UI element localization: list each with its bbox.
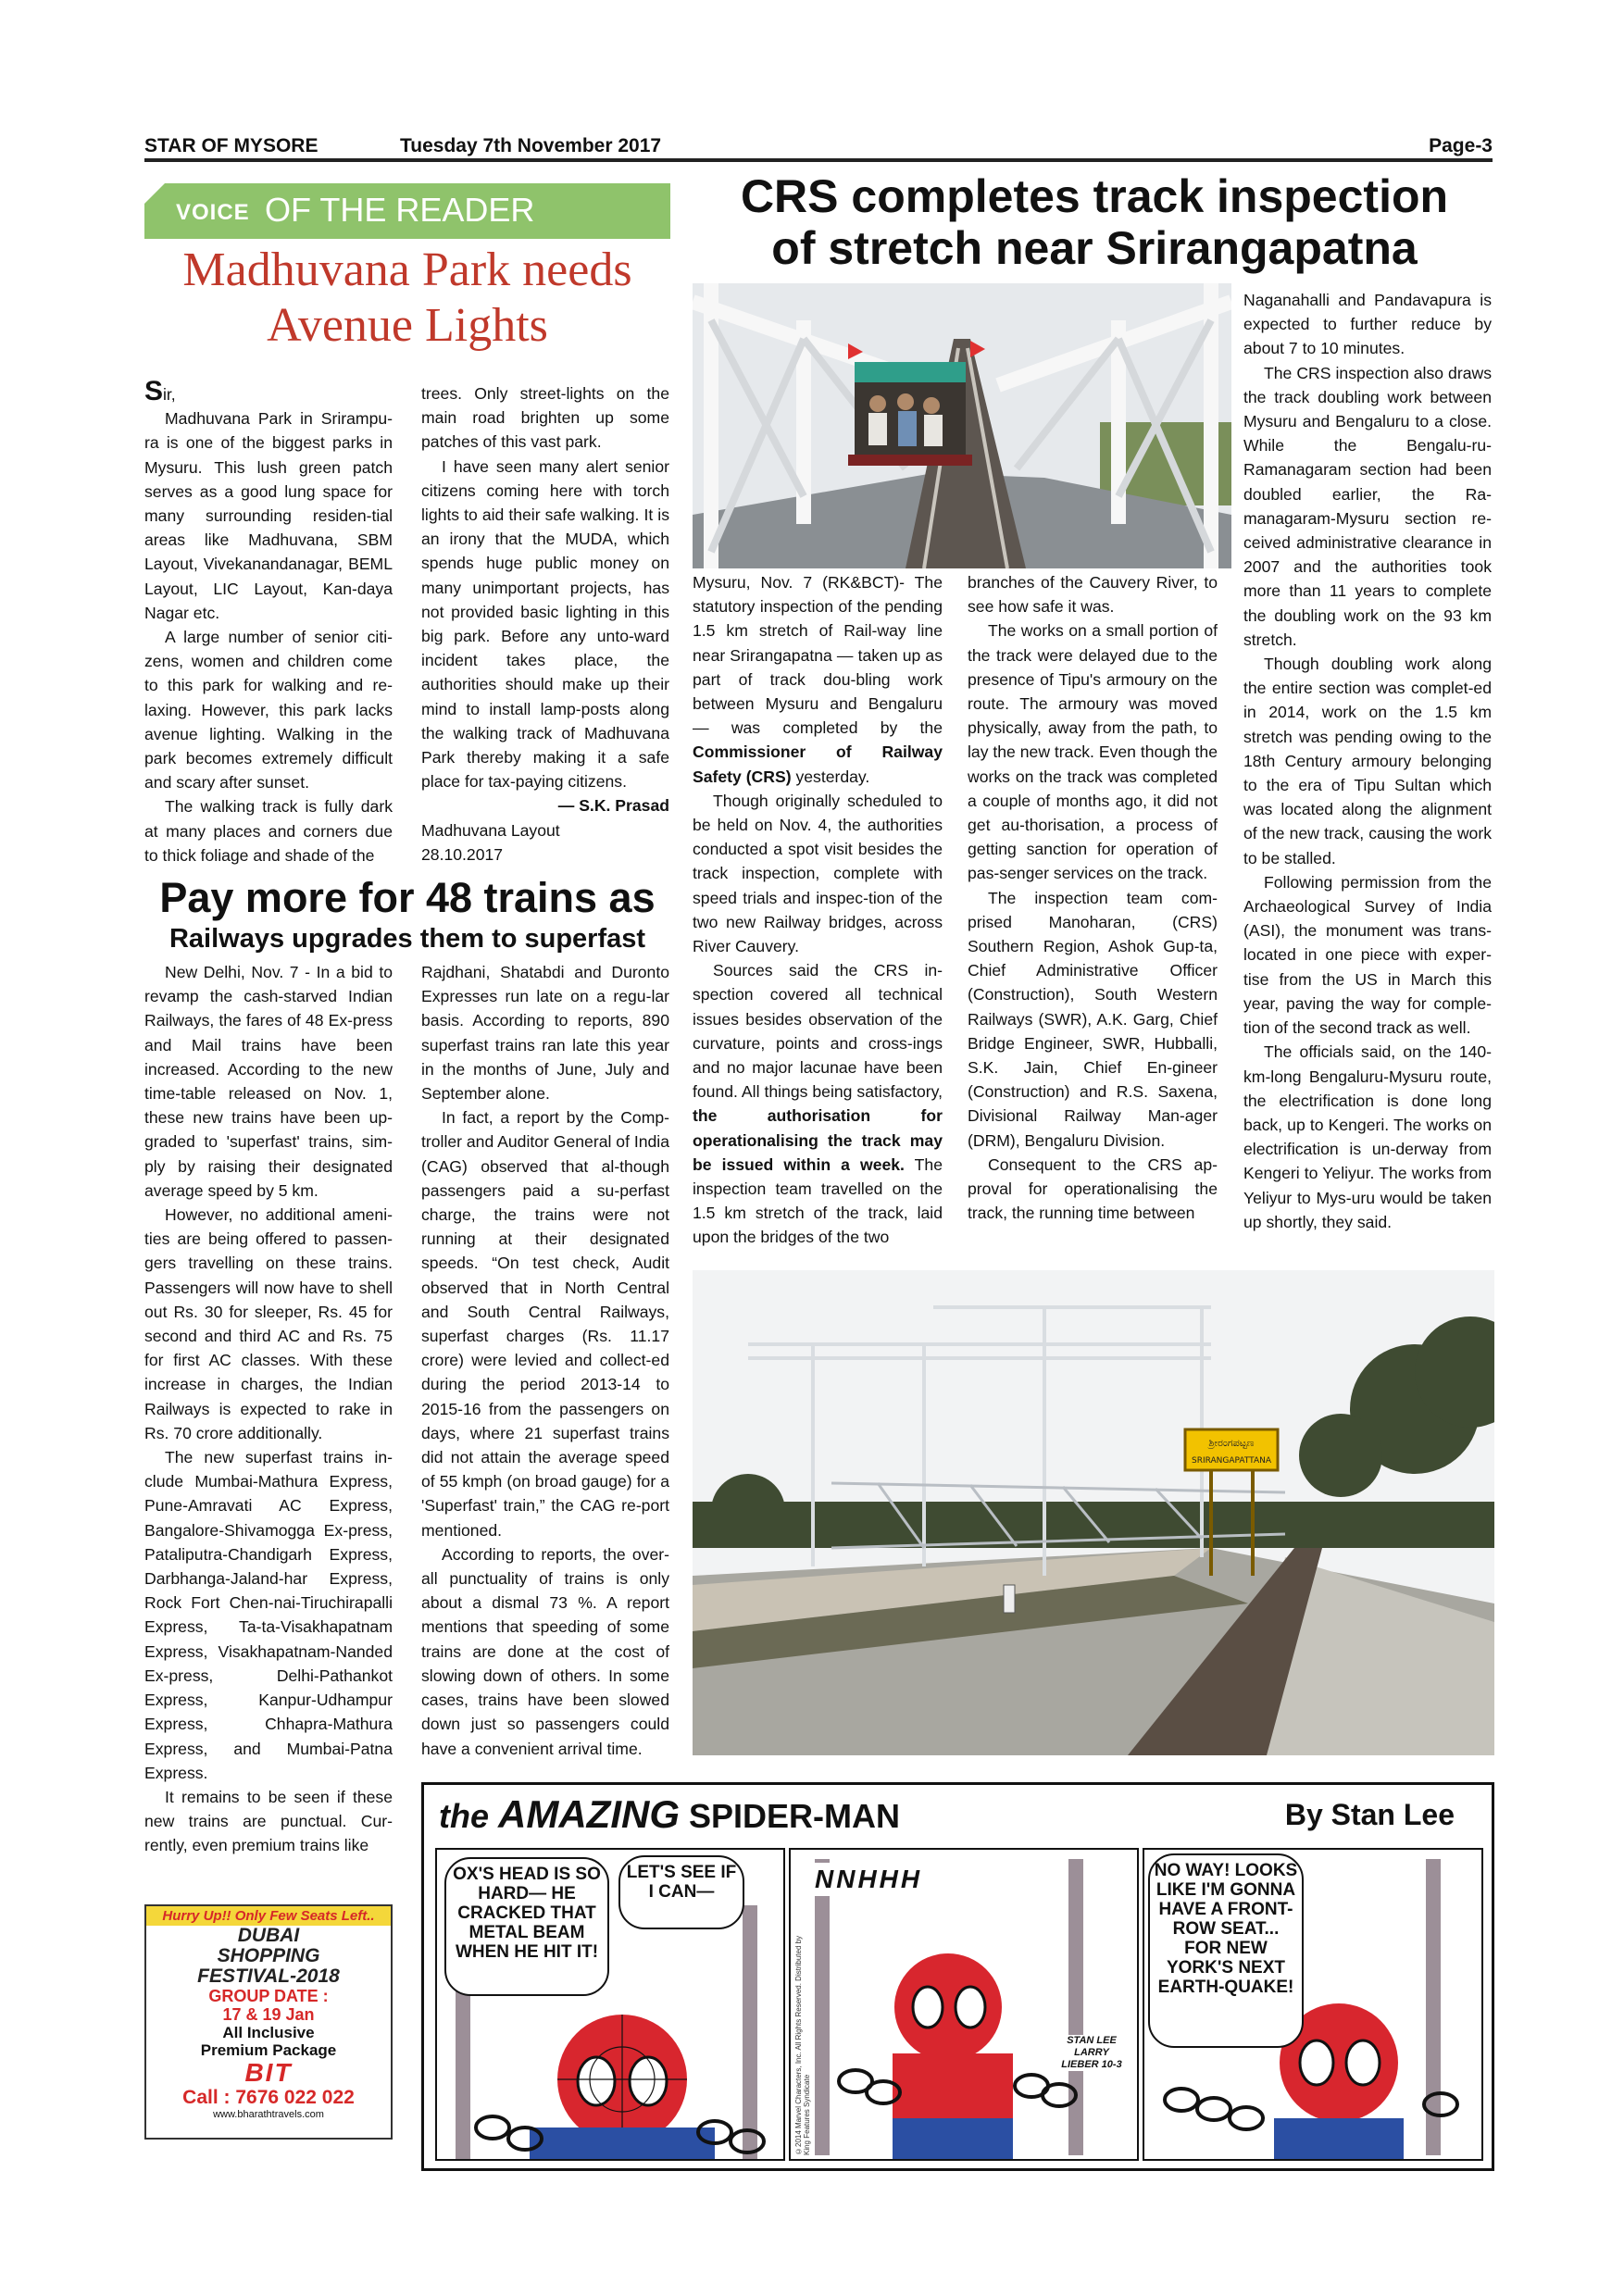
station-illustration [693,1270,1494,1755]
banner-corner [144,183,165,204]
voice-tag: VOICE [176,200,250,225]
crs-headline [693,170,1496,274]
comic-copyright: ©2014 Marvel Characters, Inc. All Rights Reserved. Distributed by King Features Syndicate [794,1935,811,2155]
crs-lede-end: yesterday. [795,767,870,786]
paragraph: The officials said, on the 140-km-long Bengaluru-Mysuru route, the electrification is done long back, up to Kengeri. The works on electrification is un-derway from Kengeri to Yeliyur. The works from Yeliyur to Mys-uru would be taken up shortly, they said. [1243,1042,1492,1231]
paragraph: The works on a small portion of the track were delayed due to the presence of Tipu's armoury on the route. The armoury was moved physically, away from the path, to lay the new track. Even though the works on the track was completed a couple of months ago, it did not get au-thorisation, a process of getting sanction for operation of pas-senger services on the track. [968,621,1218,883]
paragraph: Consequent to the CRS ap-proval for operationalising the track, the running time between [968,1154,1218,1223]
dubai-ad [144,1904,393,2140]
comic-panel-1 [435,1848,785,2161]
speech-balloon-3: NO WAY! LOOKS LIKE I'M GONNA HAVE A FRONT-ROW SEAT... FOR NEW YORK'S NEXT EARTH-QUAKE! [1148,1853,1304,2048]
station-photo [693,1270,1494,1755]
comic-title-the: the [439,1797,489,1835]
voice-headline [139,243,676,354]
bridge-trolley-photo [693,283,1231,568]
crs-p3-bold: the authorisation for operationalising the track may be issued within a week. [693,1106,943,1174]
comic-title-rest: SPIDER-MAN [689,1797,901,1835]
paragraph: I have seen many alert senior citizens coming here with torch lights to aid their safe walking. It is an irony that the MUDA, which spends huge public money on many unimportant projects, has not provided basic lighting in this big park. Before any unto-ward incident takes place, the authorities should make up their mind to install lamp-posts along the walking track of Madhuvana Park thereby making it a safe place for tax-paying citizens. [421,456,669,792]
paragraph [693,958,943,1249]
paragraph: However, no additional ameni-ties are being offered to passen-gers travelling on these trains. Passengers will now have to shell out Rs. 30 for sleeper, Rs. 45 for second and third AC and Rs. 75 for first AC classes. With these increase in charges, the Indian Railways is expected to rake in Rs. 70 crore additionally. [144,1205,393,1442]
ad-website: www.bharathtravels.com [213,2109,324,2120]
station-sign-english: SRIRANGAPATTANA [1191,1456,1272,1466]
signature: — S.K. Prasad [557,796,669,816]
paragraph: Naganahalli and Pandavapura is expected to further reduce by about 7 to 10 minutes. [1243,291,1492,358]
paragraph: branches of the Cauvery River, to see how safe it was. [968,573,1218,617]
ad-line4: GROUP DATE : [208,1987,329,2005]
comic-title-amazing: AMAZING [498,1792,680,1836]
ad-line7: Premium Package [200,2041,337,2059]
spiderman-figure-2 [791,1850,1137,2159]
station-sign-kannada: ಶ್ರೀರಂಗಪಟ್ಟಣ [1208,1437,1255,1449]
issue-date: Tuesday 7th November 2017 [400,135,662,156]
paragraph: The walking track is fully dark at many places and corners due to thick foliage and shade of the [144,797,393,865]
voice-column-2 [421,381,669,867]
paragraph [693,570,943,789]
crs-column-2 [968,570,1218,1225]
trains-subhead: Railways upgrades them to superfast [169,924,646,954]
comic-byline: By Stan Lee [1284,1798,1455,1831]
paper-name: STAR OF MYSORE [144,135,319,156]
paragraph: trees. Only street-lights on the main road brighten up some patches of this vast park. [421,384,669,452]
masthead-rule [144,158,1493,162]
comic-panel-2 [789,1848,1139,2161]
crs-p3-end: The inspection team travelled on the 1.5 km stretch of the track, laid upon the bridges of the two [693,1154,943,1247]
ad-line6: All Inclusive [222,2024,315,2041]
voice-column-1 [144,376,393,867]
paragraph: According to reports, the over-all punctuality of trains is only about a dismal 73 %. A report mentions that speeding of some trains are done at the cost of slowing down of others. In some cases, trains have been slowed down just so passengers could have a convenient arrival time. [421,1544,669,1758]
paragraph: In fact, a report by the Comp-troller and Auditor General of India (CAG) observed that al-though passengers paid a su-perfast charge, the trains were not running at their designated speeds. “On test check, Audit observed that in North Central and South Central Railways, superfast charges (Rs. 11.17 crore) were levied and collect-ed during the period 2013-14 to 2015-16 from the passengers on days, where 21 superfast trains did not attain the average speed of 55 kmph (on broad gauge) for a 'Superfast' train,” the CAG re-port mentioned. [421,1108,669,1540]
crs-headline-line2: of stretch near Srirangapatna [771,222,1418,274]
ad-logo: BIT [244,2058,293,2087]
dropcap: S [144,376,164,406]
page-number: Page-3 [1429,135,1493,156]
crs-column-1 [693,570,943,1250]
crs-p3-start: Sources said the CRS in-spection covered all technical issues besides observation of the curvature, points and cross-ings and no major lacunae have been found. All things being satisfactory, [693,961,943,1102]
voice-headline-line1: Madhuvana Park needs [182,243,632,296]
bridge-trolley-illustration [693,283,1231,568]
paragraph: Following permission from the Archaeological Survey of India (ASI), the monument was trans-located in one piece with exper-tise from the US in March this year, paving the way for comple-tion of the second track as well. [1243,872,1492,1038]
comic-title [439,1792,900,1837]
ad-line5: 17 & 19 Jan [222,2005,315,2024]
address-date: 28.10.2017 [421,844,504,864]
paragraph: New Delhi, Nov. 7 - In a bid to revamp the cash-starved Indian Railways, the fares of 48 Ex-press and Mail trains have been increased. According to the new time-table released on Nov. 1, these new trains have been up-graded to 'superfast' trains, sim-ply by raising their designated average speed by 5 km. [144,963,393,1200]
crs-lede: Mysuru, Nov. 7 (RK&BCT)- The statutory inspection of the pending 1.5 km stretch of Rail-way line near Srirangapatna — taken up as part of track dou-bling work between Mysuru and Bengaluru — was completed by the [693,573,943,738]
paragraph: A large number of senior citi-zens, women and children come to this park for walking and re-laxing. However, this park lacks avenue lighting. Walking in the park becomes extremely difficult and scary after sunset. [144,628,393,792]
trains-headline: Pay more for 48 trains as [159,874,656,921]
paragraph: Though originally scheduled to be held on Nov. 4, the authorities conducted a spot visit besides the track inspection, complete with speed trials and inspec-tion of the two new Railway bridges, across River Cauvery. [693,791,943,956]
ad-banner: Hurry Up!! Only Few Seats Left.. [146,1906,391,1926]
trains-column-1 [144,960,393,1858]
speech-balloon-2: LET'S SEE IF I CAN— [618,1855,744,1929]
speech-balloon-1: OX'S HEAD IS SO HARD— HE CRACKED THAT METAL BEAM WHEN HE HIT IT! [444,1857,609,1996]
ad-line1: DUBAI [237,1925,300,1946]
comic-sfx: NNHHH [809,1863,928,1896]
paragraph: The new superfast trains in-clude Mumbai-Mathura Express, Pune-Amravati AC Express, Bangalore-Shivamogga Ex-press, Pataliputra-Chandigarh Express, Darbhanga-Jaland-har Express, Rock Fort Chen-nai-Tiruchirapalli Express, Ta-ta-Visakhapatnam Express, Visakhapatnam-Nanded Ex-press, Delhi-Pathankot Express, Kanpur-Udhampur Express, Chhapra-Mathura Express, and Mumbai-Patna Express. [144,1448,393,1782]
ad-line2: SHOPPING [217,1945,320,1966]
paragraph: The CRS inspection also draws the track doubling work between Mysuru and Bengaluru to a close. While the Bengalu-ru-Ramanagaram section had been doubled earlier, the Ra-managaram-Mysuru section re-ceived administrative clearance in 2007 and the authorities took more than 11 years to complete the doubling work on the 93 km stretch. [1243,363,1492,649]
crs-headline-line1: CRS completes track inspection [740,170,1449,222]
comic-panel-3 [1143,1848,1483,2161]
paragraph: The inspection team com-prised Manoharan, (CRS) Southern Region, Ashok Gup-ta, Chief Administrative Officer (Construction), South Western Railways (SWR), A.K. Garg, Chief Bridge Engineer, SWR, Hubballi, S.K. Jain, Chief En-gineer (Construction) and R.S. Saxena, Divisional Railway Man-ager (DRM), Bengaluru Division. [968,888,1218,1150]
ad-line3: FESTIVAL-2018 [197,1965,340,1987]
voice-headline-line2: Avenue Lights [267,299,548,352]
comic-strip [421,1782,1494,2171]
comic-credit: STAN LEE LARRY LIEBER 10-3 [1059,2035,1124,2071]
ad-phone: Call : 7676 022 022 [182,2087,355,2108]
crs-bold-agency: Commissioner of Railway Safety (CRS) [693,742,943,786]
salutation: ir, [163,385,176,404]
address-line: Madhuvana Layout [421,820,560,840]
paragraph: Madhuvana Park in Srirampu-ra is one of the biggest parks in Mysuru. This lush green patch serves as a good lung space for many surrounding residen-tial areas like Madhuvana, SBM Layout, Vivekanandanagar, BEML Layout, LIC Layout, Kan-daya Nagar etc. [144,409,393,622]
voice-banner [144,183,670,239]
voice-tag-rest: OF THE READER [265,191,535,229]
trains-column-2 [421,960,669,1761]
paragraph: Rajdhani, Shatabdi and Duronto Expresses run late on a regu-lar basis. According to reports, 890 superfast trains ran late this year in the months of June, July and September alone. [421,963,669,1104]
paragraph: It remains to be seen if these new trains are punctual. Cur-rently, even premium trains like [144,1787,393,1855]
paragraph: Though doubling work along the entire section was complet-ed in 2014, work on the 1.5 km stretch was pending owing to the 18th Century armoury belonging to the era of Tipu Sultan which was located along the alignment of the new track, causing the work to be stalled. [1243,655,1492,867]
crs-column-3 [1243,288,1492,1234]
